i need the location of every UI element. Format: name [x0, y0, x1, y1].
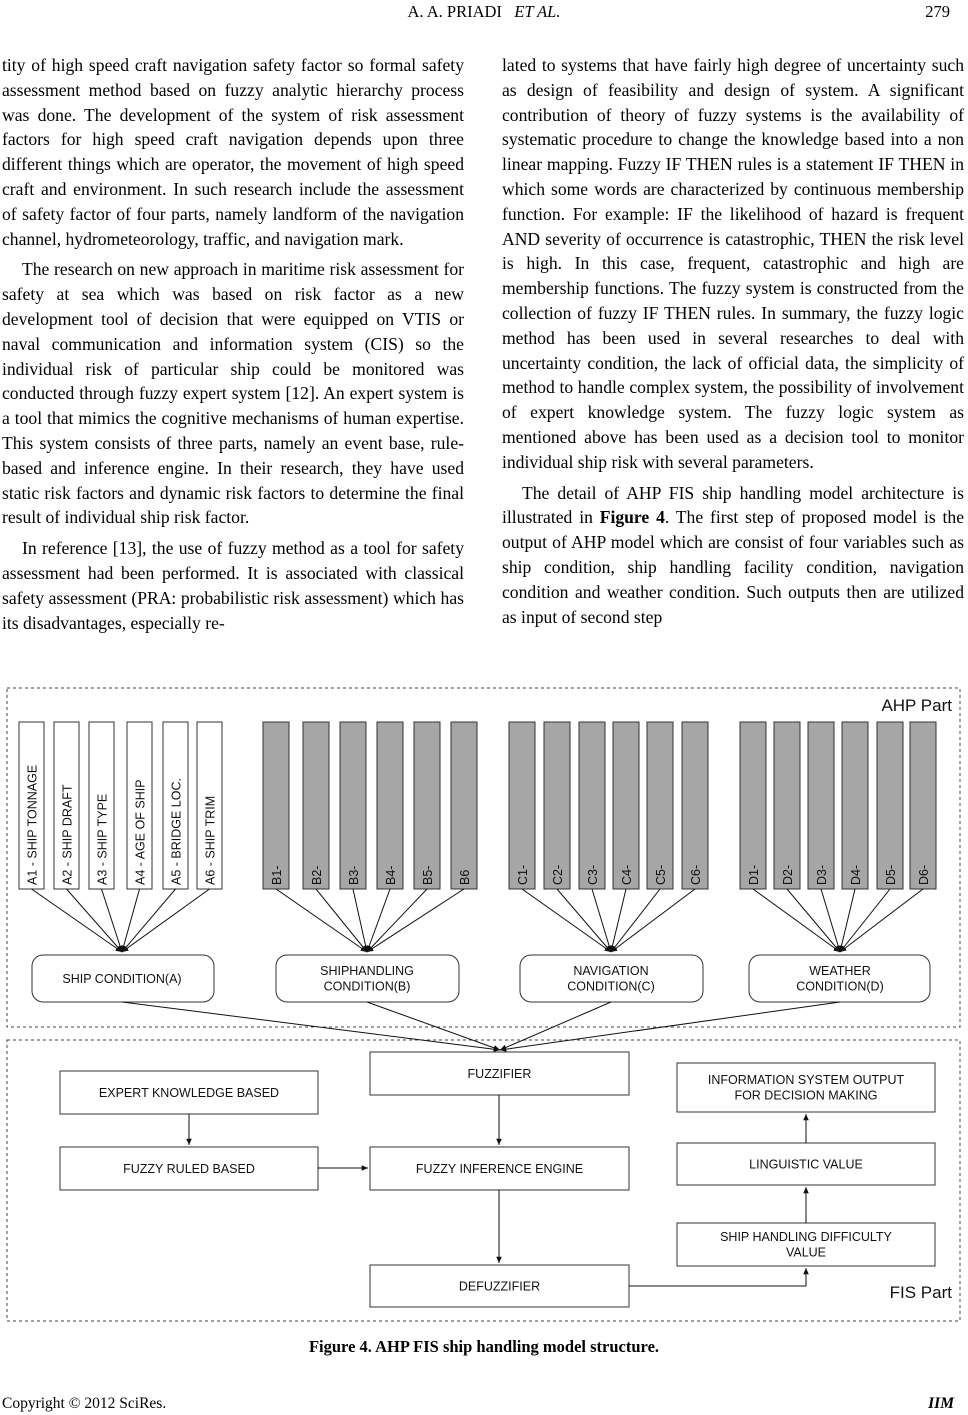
- c-factor-box: [613, 722, 639, 889]
- b-factor-label: B2-: [310, 865, 324, 885]
- a-factor-arrow: [102, 889, 123, 952]
- condition-label: CONDITION(B): [323, 979, 411, 994]
- c-factor-arrow: [557, 889, 611, 952]
- c-factor-label: C6-: [689, 864, 703, 885]
- condition-box: [749, 955, 930, 1002]
- d-factor-box: [877, 722, 903, 889]
- a-factor-arrow: [32, 889, 123, 952]
- c-factor-box: [544, 722, 570, 889]
- c-factor-box: [647, 722, 673, 889]
- a-factor-arrow: [122, 889, 176, 952]
- info-output-box-label: FOR DECISION MAKING: [734, 1088, 878, 1103]
- info-output-box: [677, 1063, 935, 1112]
- copyright-footer: Copyright © 2012 SciRes.: [2, 1395, 167, 1412]
- b-factor-label: B6: [458, 869, 472, 885]
- a-factor-arrow: [122, 889, 210, 952]
- fuzzy-ruled-box-label: FUZZY RULED BASED: [123, 1161, 255, 1176]
- figure-4: [0, 682, 968, 1327]
- c-factor-label: C5-: [654, 864, 668, 885]
- b-factor-arrow: [276, 889, 367, 952]
- d-factor-box: [910, 722, 936, 889]
- d-factor-box: [774, 722, 800, 889]
- b-factor-arrow: [316, 889, 367, 952]
- c-factor-label: C1-: [516, 864, 530, 885]
- d-factor-box: [808, 722, 834, 889]
- c-factor-arrow: [522, 889, 611, 952]
- defuzzifier-box-label: DEFUZZIFIER: [458, 1279, 541, 1294]
- condition-label: CONDITION(C): [567, 979, 655, 994]
- inference-engine-box-label: FUZZY INFERENCE ENGINE: [415, 1161, 584, 1176]
- header-et-al: ET AL.: [514, 2, 561, 21]
- d-factor-label: D6-: [917, 864, 931, 885]
- d-factor-arrow: [821, 889, 840, 952]
- figure-reference: Figure 4: [599, 507, 665, 528]
- info-output-box-label: INFORMATION SYSTEM OUTPUT: [707, 1073, 905, 1088]
- paragraph: tity of high speed craft navigation safety factor so formal safety assessment method based on fuzzy analytic hierarchy process was done. The development of the system of risk assessment factors for high speed craft navigation depends upon three different things which are operator, the movement of high speed craft and environment. In such research include the assessment of safety factor of four parts, namely landform of the navigation channel, hydrometeorology, traffic, and navigation mark.: [2, 55, 464, 249]
- condition-box: [520, 955, 703, 1002]
- c-factor-box: [579, 722, 605, 889]
- c-factor-arrow: [592, 889, 611, 952]
- d-factor-box: [740, 722, 766, 889]
- b-factor-box: [340, 722, 366, 889]
- b-factor-box: [377, 722, 403, 889]
- condition-label: CONDITION(D): [796, 979, 884, 994]
- b-factor-label: B1-: [270, 865, 284, 885]
- b-factor-box: [414, 722, 440, 889]
- paragraph-text: The detail of AHP FIS ship handling model architecture is illustrated in: [502, 482, 964, 528]
- b-factor-arrow: [367, 889, 464, 952]
- a-factor-label: A4 - AGE OF SHIP: [133, 779, 148, 885]
- condition-label: SHIPHANDLING: [320, 964, 414, 979]
- d-factor-label: D2-: [781, 864, 795, 885]
- d-factor-label: D1-: [747, 864, 761, 885]
- a-factor-label: A6 - SHIP TRIM: [203, 795, 218, 885]
- running-header: [300, 2, 668, 22]
- b-factor-arrow: [367, 889, 427, 952]
- ahp-part-label: AHP Part: [881, 696, 952, 715]
- condition-to-fuzzifier-arrow: [500, 1002, 840, 1050]
- condition-box: [276, 955, 459, 1002]
- c-factor-label: C4-: [620, 864, 634, 885]
- journal-abbrev: IIM: [928, 1395, 954, 1412]
- a-factor-label: A5 - BRIDGE LOC.: [169, 778, 184, 885]
- condition-to-fuzzifier-arrow: [122, 1002, 500, 1050]
- c-factor-box: [682, 722, 708, 889]
- model-diagram: [0, 682, 968, 1327]
- right-column: [502, 53, 964, 629]
- b-factor-label: B4-: [384, 865, 398, 885]
- c-factor-label: C3-: [586, 864, 600, 885]
- b-factor-box: [451, 722, 477, 889]
- b-factor-label: B3-: [347, 865, 361, 885]
- page-number: 279: [925, 2, 950, 21]
- a-factor-label: A3 - SHIP TYPE: [95, 793, 110, 885]
- b-factor-label: B5-: [421, 865, 435, 885]
- fis-part-label: FIS Part: [889, 1283, 952, 1302]
- difficulty-value-box-label: VALUE: [785, 1245, 827, 1260]
- fuzzifier-box-label: FUZZIFIER: [467, 1066, 532, 1081]
- c-factor-box: [509, 722, 535, 889]
- b-factor-box: [303, 722, 329, 889]
- condition-label: SHIP CONDITION(A): [62, 971, 182, 986]
- condition-label: WEATHER: [809, 964, 871, 979]
- b-factor-arrow: [367, 889, 390, 952]
- condition-label: NAVIGATION: [573, 964, 649, 979]
- header-author: A. A. PRIADI: [407, 2, 502, 21]
- figure-caption: Figure 4. AHP FIS ship handling model structure.: [308, 1337, 660, 1356]
- c-factor-label: C2-: [551, 864, 565, 885]
- b-factor-box: [263, 722, 289, 889]
- d-factor-label: D4-: [849, 864, 863, 885]
- paragraph: In reference [13], the use of fuzzy method as a tool for safety assessment had been performed. It is associated with classical safety assessment (PRA: probabilistic risk assessment) which has its disadvantages, especially re-: [2, 538, 464, 633]
- difficulty-value-box-label: SHIP HANDLING DIFFICULTY: [720, 1230, 892, 1245]
- paragraph: The research on new approach in maritime risk assessment for safety at sea which was based on risk factor as a new development tool of decision that were equipped on VTIS or naval communication and information system (CIS) so the individual risk of particular ship could be monitored was conducted through fuzzy expert system [12]. An expert system is a tool that mimics the cognitive mechanisms of human expertise. This system consists of three parts, namely an event base, rule-based and inference engine. In their research, they have used static risk factors and dynamic risk factors to determine the final result of individual ship risk factor.: [2, 259, 464, 528]
- d-factor-arrow: [787, 889, 840, 952]
- b-factor-arrow: [353, 889, 367, 952]
- left-column: [2, 53, 464, 635]
- a-factor-label: A1 - SHIP TONNAGE: [25, 764, 40, 885]
- linguistic-value-box-label: LINGUISTIC VALUE: [749, 1157, 863, 1172]
- a-factor-arrow: [122, 889, 140, 952]
- paragraph: [502, 481, 964, 630]
- a-factor-label: A2 - SHIP DRAFT: [60, 784, 75, 885]
- condition-to-fuzzifier-arrow: [367, 1002, 500, 1050]
- condition-to-fuzzifier-arrow: [500, 1002, 611, 1050]
- paragraph: lated to systems that have fairly high degree of uncertainty such as design of feasibility and design of system. A significant contribution of theory of fuzzy systems is the availability of systematic procedure to change the knowledge based into a non linear mapping. Fuzzy IF THEN rules is a statement IF THEN in which some words are characterized by continuous membership function. For example: IF the likelihood of hazard is frequent AND severity of occurrence is catastrophic, THEN the risk level is high. In this case, frequent, catastrophic and high are membership functions. The fuzzy system is constructed from the collection of fuzzy IF THEN rules. In summary, the fuzzy logic method has been used in several researches to deal with uncertainty condition, the lack of official data, the simplicity of method to handle complex system, the possibility of involvement of expert knowledge system. The fuzzy logic system as mentioned above has been used as a decision tool to monitor individual ship risk with several parameters.: [502, 55, 964, 472]
- expert-knowledge-box-label: EXPERT KNOWLEDGE BASED: [98, 1085, 280, 1100]
- a-factor-arrow: [67, 889, 123, 952]
- d-factor-box: [842, 722, 868, 889]
- d-factor-label: D5-: [884, 864, 898, 885]
- d-factor-arrow: [753, 889, 840, 952]
- paragraph-text: . The first step of proposed model is the output of AHP model which are consist of four variables such as ship condition, ship handling facility condition, navigation condition and weather condition. Such outputs then are utilized as input of second step: [502, 507, 965, 627]
- d-factor-label: D3-: [815, 864, 829, 885]
